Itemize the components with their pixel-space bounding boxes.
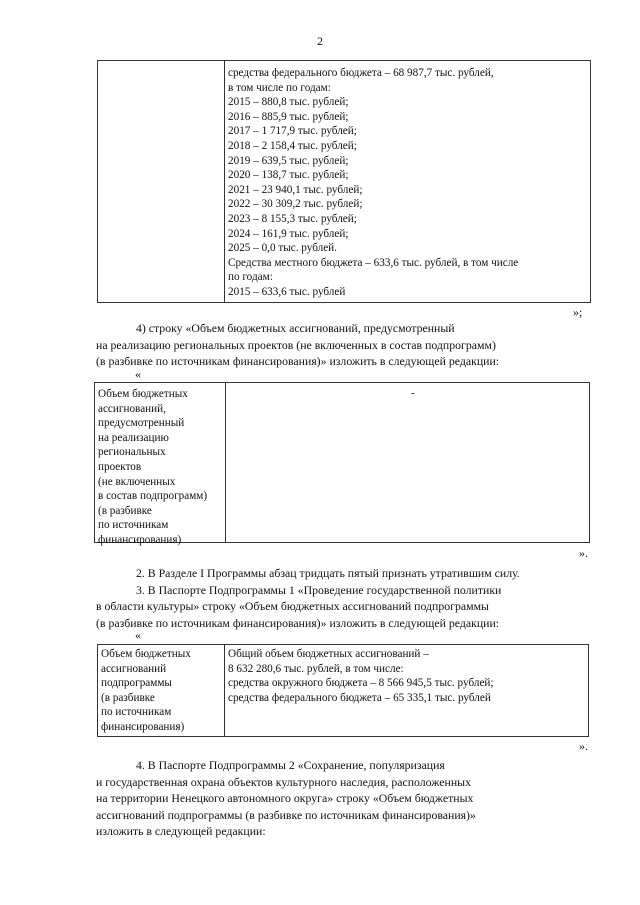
table-line: Общий объем бюджетных ассигнований – (228, 648, 429, 660)
table-line: ассигнований (101, 662, 167, 675)
paragraph-line: на реализацию региональных проектов (не включенных в состав подпрограмм) (96, 337, 496, 352)
closing-quote: »; (573, 305, 583, 319)
table-line: (не включенных (98, 475, 176, 488)
table-line: 2015 – 880,8 тыс. рублей; (228, 96, 349, 109)
closing-quote: ». (579, 546, 588, 560)
paragraph-line: в области культуры» строку «Объем бюджетных ассигнований подпрограммы (96, 599, 489, 613)
table-line: по источникам (101, 706, 172, 719)
open-quote: « (135, 367, 141, 381)
open-quote: « (135, 628, 141, 642)
table-line: 2020 – 138,7 тыс. рублей; (228, 169, 349, 182)
table-line: на реализацию (98, 431, 169, 444)
subprogram1-funding-table (97, 644, 589, 737)
page-number: 2 (317, 34, 323, 48)
table-line: 2025 – 0,0 тыс. рублей. (228, 242, 337, 255)
paragraph-line: на территории Ненецкого автономного округа» строку «Объем бюджетных (96, 791, 474, 805)
table-line: Объем бюджетных (101, 648, 191, 660)
table-line: финансирования) (98, 533, 182, 546)
table-line: 2024 – 161,9 тыс. рублей; (228, 227, 349, 240)
table-line: предусмотренный (98, 417, 185, 430)
table-line: 2019 – 639,5 тыс. рублей; (228, 154, 349, 167)
table-line: 2017 – 1 717,9 тыс. рублей; (228, 125, 357, 138)
table-line: по источникам (98, 519, 169, 532)
table-line: в состав подпрограмм) (98, 490, 208, 503)
paragraph-line: 3. В Паспорте Подпрограммы 1 «Проведение государственной политики (136, 582, 502, 597)
table-line: (в разбивке (98, 504, 152, 517)
paragraph-line: 4) строку «Объем бюджетных ассигнований, предусмотренный (136, 321, 455, 335)
paragraph-line: изложить в следующей редакции: (96, 824, 266, 838)
paragraph-line: (в разбивке по источникам финансирования)» изложить в следующей редакции: (96, 615, 500, 630)
table-right-cell (225, 647, 588, 736)
table-left-cell (98, 61, 225, 302)
table-line: средства федерального бюджета – 68 987,7 тыс. рублей, (228, 67, 494, 79)
table-line: ассигнований, (98, 402, 166, 415)
closing-quote: ». (579, 739, 588, 753)
paragraph-line: ассигнований подпрограммы (в разбивке по источникам финансирования)» (96, 807, 476, 822)
table-line: 2018 – 2 158,4 тыс. рублей; (228, 139, 357, 152)
paragraph-item-4-regional (96, 320, 592, 370)
table-left-cell (95, 383, 226, 546)
table-line: средства окружного бюджета – 8 566 945,5 тыс. рублей; (228, 677, 494, 690)
table-left-cell (98, 645, 225, 736)
table-line: проектов (98, 460, 142, 473)
table-right-cell (225, 66, 590, 302)
table-right-cell (226, 383, 589, 542)
table-line: 2022 – 30 309,2 тыс. рублей; (228, 198, 363, 211)
table-line: 2016 – 885,9 тыс. рублей; (228, 110, 349, 123)
table-line: Средства местного бюджета – 633,6 тыс. рублей, в том числе (228, 256, 519, 269)
empty-value-dash: - (411, 387, 415, 399)
funding-table-continuation (97, 60, 591, 303)
table-line: финансирования) (101, 720, 185, 733)
table-line: 2015 – 633,6 тыс. рублей (228, 285, 346, 298)
table-line: средства федерального бюджета – 65 335,1 тыс. рублей (228, 691, 491, 704)
paragraph-item-2: 2. В Разделе I Программы абзац тридцать пятый признать утратившим силу. (136, 566, 520, 580)
paragraph-line: 4. В Паспорте Подпрограммы 2 «Сохранение, популяризация (136, 758, 445, 772)
table-line: 8 632 280,6 тыс. рублей, в том числе: (228, 662, 404, 675)
table-line: региональных (98, 446, 166, 459)
table-line: (в разбивке (101, 691, 155, 704)
table-line: 2021 – 23 940,1 тыс. рублей; (228, 183, 363, 196)
table-line: подпрограммы (101, 677, 172, 690)
paragraph-line: (в разбивке по источникам финансирования)» изложить в следующей редакции: (96, 354, 500, 368)
table-line: по годам: (228, 271, 273, 284)
paragraph-line: и государственная охрана объектов культурного наследия, расположенных (96, 774, 471, 789)
table-line: 2023 – 8 155,3 тыс. рублей; (228, 212, 357, 225)
paragraph-item-2-3 (96, 565, 592, 631)
table-line: в том числе по годам: (228, 81, 331, 94)
table-line: Объем бюджетных (98, 388, 188, 400)
paragraph-item-4-subprogram2 (96, 757, 592, 840)
regional-projects-table (94, 382, 590, 546)
